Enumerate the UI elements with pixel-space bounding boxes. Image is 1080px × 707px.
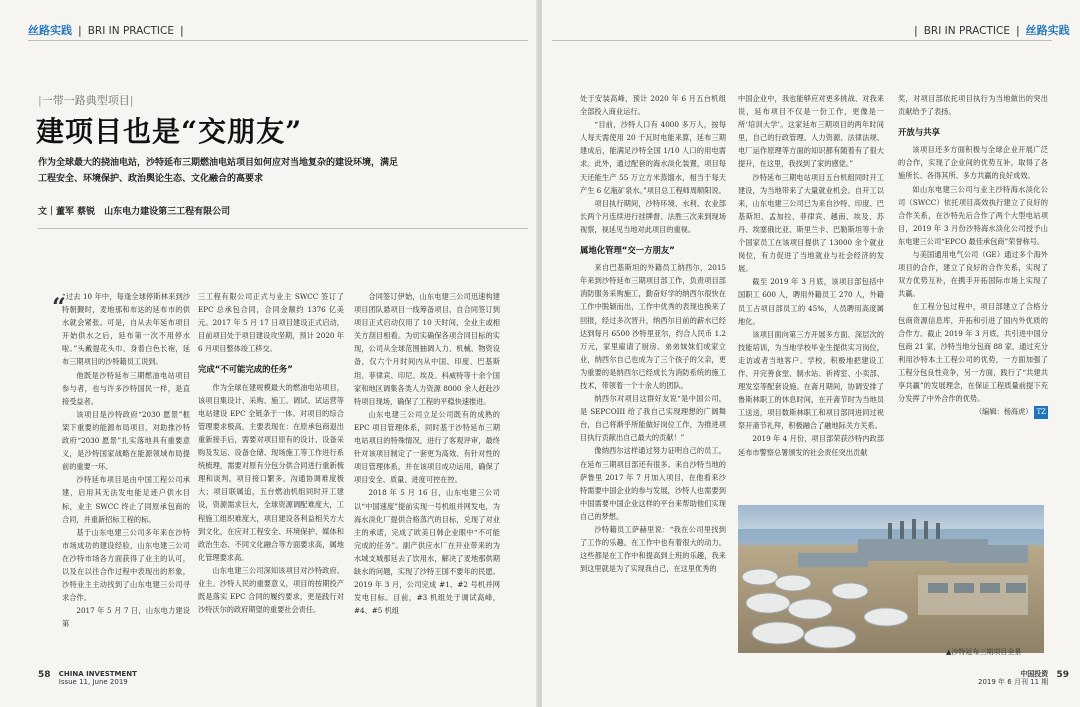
paragraph: 三工程有限公司正式与业主 SWCC 签订了 EPC 总承包合同，合同金额约 1376 亿美元。2017 年 5 月 17 日项目建设正式启动，目前项目处于项目建设攻坚期，预计 2020 年 6 月项目整体竣工移交。 [198,292,344,354]
article-byline: 文｜董军 蔡锐 山东电力建设第三工程有限公司 [38,207,231,217]
subheading: 完成“不可能完成的任务” [198,364,293,375]
byline-rule [38,228,528,229]
column-4 [580,92,726,662]
subheading: 开放与共享 [898,127,940,138]
paragraph: 基于山东电建三公司多年来在沙特市场成功的建设经验，山东电建三公司在沙特市场各方面获得了业主的认可，以及在以往合作过程中表现出的形象，沙特业主主动找到了山东电建三公司寻求合作。 [62,527,190,603]
section-title-en-right: BRI IN PRACTICE [923,25,1010,37]
paragraph: 中国企业中，我也能够应对更多挑战、对我来说，延布项目不仅是一份工作，更像是一所‘培训大学’。这家延布三期项目的两年时间里，自己的行政管理、人力资源、法律法规、电厂运作原理等方面的知识都有随着有了很大提升，在这里，我找到了家的感觉。” [738,94,884,169]
paragraph: 沙特籍员工萨赫里说：“我在公司里找到了工作的乐趣，在工作中也有着很大的动力，这些都是在工作中和提高到上班的乐趣，我来到这里就是为了实现我自己，在这里优秀的 [580,525,726,574]
section-title-right: 丝路实践 [1025,24,1070,37]
paragraph: 作为全球在建规模最大的燃油电站项目，该项目集设计、采购、施工、调试、试运营等电站建设 EPC 全链条于一体。对项目的综合管理要求极高，主要表现在：在原承包商退出重新接手后，需要对项目原有的设计、设备采购及发运、设备仓储、现场施工等工作进行系统梳理，需要对原有分包分供合同进行重新梳理和谈判，项目接口繁多，沟通协调难度极大；项目联属追，五台燃油机组同时开工建设，资源需求巨大，全球资源调配难度大，工程施工组织难度大，项目建设各利益相关方大到文化，在应对工程安全、环境保护、媒体和政治生态、不同文化融合等方面要求高，属地化管理要求高。 [198,382,344,562]
paragraph: 合同签订伊始，山东电建三公司迅速构建项目团队悬项目一线筹备项目，自合同签订到项目正式启动仅用了 10 天时间，全业主或相关方刮目相看。为切实确保各项合同目标的实现，公司从全球范围抽调人力、机械、物资设备，仅六个月时间内从中国、印度、巴基斯坦、菲律宾、印尼、埃及、科威特等十余个国家和地区调集各类人力资源 8000 余人赶赴沙特项目现场，确保了工程的平稳快速推进。 [354,292,500,406]
paragraph: 山东电建三公司立足公司既有的成熟的 EPC 项目管理体系，同时基于沙特延布三期电站项目的特殊情况，进行了客观评审，最终针对该项目制定了一套更为高效、有针对性的项目管理体系，并在该项目成功运用，确保了项目安全、质量、进度可控在控。 [354,409,500,485]
footer-right [978,670,1069,686]
column-6 [898,92,1048,497]
paragraph: 如山东电建三公司与业主沙特海水淡化公司（SWCC）依托项目高效执行建立了良好的合作关系，在沙特先后合作了两个大型电站项目，2019 年 3 月份沙特海水淡化公司授予山东电建三公司“EPCO 最佳承包商”荣誉称号。 [898,184,1048,246]
magazine-name-cn: 中国投资 [1020,670,1049,678]
article-dek: 作为全球最大的挠油电站，沙特延布三期燃油电站项目如何应对当地复杂的建设环境，满足工程安全、环境保护、政治舆论生态、文化融合的高要求 [38,158,399,184]
header-rule-right [552,40,1052,41]
running-header-left: 丝路实践 | BRI IN PRACTICE | [28,24,184,37]
column-1 [62,290,190,662]
paragraph: “过去 10 年中，每逢全球停斯林来到沙特朝觐时，麦地那和布达的延布市的供水就会紧张。可是，自从去年延布项目开始供水之后，延布第一次不用停水啦。”头戴提花头巾、身着白色长袍，延布三期项目的沙特籍员工说到。 [62,292,190,367]
paragraph: 奖，对项目部依托项目执行为当地做出的突出贡献给予了表扬。 [898,94,1048,117]
article-category: |一带一路典型项目| [38,94,134,107]
magazine-name-en: CHINA INVESTMENT [58,670,137,678]
paragraph: 2019 年 4 月份，项目部荣获沙特内政部延布市警察总署颁发的社会责任突出贡献 [738,434,884,457]
page-number-left: 58 [38,670,51,680]
running-header-right: | BRI IN PRACTICE | 丝路实践 [914,24,1070,37]
page-number-right: 59 [1056,670,1070,680]
paragraph: 沙特延布三期电站项目五台机组同时开工建设，为当地带来了大量就业机会。自开工以来，山东电建三公司已为来自沙特、印度、巴基斯坦、孟加拉、菲律宾、越南、埃及、苏丹、埃塞俄比亚、斯里兰卡、巴勒斯坦等十余个国家员工在该项目提供了 13000 余个就业岗位，有力促进了当地就业与社会经济的发展。 [738,172,884,274]
paragraph: 2017 年 5 月 7 日，山东电力建设第 [62,606,190,629]
subheading: 属地化管理“交一方朋友” [580,245,675,256]
power-plant-photo [738,505,1044,653]
article-title: 建项目也是“交朋友” [36,115,303,148]
paragraph: 山东电建三公司深知该项目对沙特政府、业主、沙特人民的重要意义，项目的按期投产既是落实 EPC 合同的履约要求，更是践行对沙特沃尔的政府期望的重要社会责任。 [198,565,344,615]
paragraph: 沙特延布项目是由中国工程公司承建，启用其无法发电能足迹户供水目标，业主 SWCC 终止了同原承包商的合同，并重新招标工程的标。 [62,475,190,524]
column-2 [198,290,344,662]
end-mark-icon: TZ [1034,406,1048,419]
paragraph: 在工程分包过程中，项目部建立了合格分包商资源信息库，开拓和引进了国内外优质的合作方。截止 2019 年 3 月底，共引进中国分包商 21 家，沙特当地分包商 88 家，通过充分利用沙特本土工程公司的优势，一方面加强了工程分包良性竞争，另一方面，践行了“共建共享共赢”的发展理念，在保证工程质量前提下充分发挥了中外合作的优势。 [898,302,1048,404]
caption-arrow-icon: ▲ [946,648,952,656]
issue-info-left: Issue 11, June 2019 [58,678,128,686]
editor-credit: （编辑：杨海虎） [974,407,1033,417]
paragraph: 2018 年 5 月 16 日，山东电建三公司以“中国速度”提前实现一号机组并网发电，为海水淡化厂提供合格蒸汽的目标，兑现了对业主的承诺，完成了欧美日韩企业眼中“不可能完成的任务”。副产供应水厂在开业带来的为水城支城那延去了饮用水，解决了麦地那供期缺水的问题，实现了沙特王国不要年的民愿。2019 年 3 月，公司完成 #1、#2 号机并网发电目标。目前，#3 机组处于调试高峰，#4、#5 机组 [354,488,500,616]
paragraph: 他既是沙特延布三期燃油电站项目参与者，也与许多沙特国民一样，是直接受益者。 [62,370,190,406]
paragraph: 该项目面向第三方开展多方面、深层次的技能培训，为当地学校毕业生提供实习岗位，走访或者当地客户、学校，积极地把建设工作、开完善食堂、制水站、祈祷室、小卖部、理发室等配套设施。在斋月期间，协调安排了鲁斯林职工的休息时间，在开斋节时为当地员工送送，项目数斯林职工和项目部同进同过祝祭开斋节礼拜，积极融合了融地际关方关系。 [738,329,884,431]
paragraph: 该项目还多方面积极与全球企业开展广泛的合作，实现了企业间的优势互补，取得了各施所长、各得其所、多方共赢的良好成效。 [898,145,1048,181]
paragraph: 项目执行期间，沙特环境、水利、农业部长两个月连续进行挂牌督、法胜三次来到现场视察，视延见当地对此项目的重视。 [580,198,726,234]
paragraph: 该项目是沙特政府“2030 愿景”框架下重要的能源布局项目，对助推沙特政府“2030 愿景”扎实落地具有重要意义，是沙特国家战略在能源领域布局提前的重要一环。 [62,409,190,472]
paragraph: 来自巴基斯坦的外籍员工纳西尔，2015 年来到沙特延布三期项目部工作，负责项目部消防服务采购施工，勤奋好学的纳西尔很快在工作中脱颖而出，工作中优秀的表现也换来了回报，经过多次晋升，纳西尔目前的薪水已经达到每月 6500 沙特里亚尔，约合人民币 1.2 万元，家里雇请了厨房、弟弟妹妹们成家立业，纳西尔自己也成为了三个孩子的父亲，更为重要的是纳西尔已经成长为消防系统的施工技术，带领着一个十余人的团队。 [580,263,726,390]
paragraph: 截至 2019 年 3 月底，该项目部包括中国职工 600 人，聘用外籍员工 270 人，外籍员工占项目部员工的 45%，人员聘用高度属地化。 [738,277,884,326]
section-title-left: 丝路实践 [28,24,72,37]
header-rule [28,40,528,41]
quote-mark: “ [52,292,66,321]
paragraph: 纳西尔对项目这群好友说“是中国公司，是 SEPCOIII 给了我自己实现理想的广阔舞台，自己将渐乎所能做好岗位工作，为推进项目执行贡献出自己最大的贡献！” [580,394,726,443]
left-page [0,0,538,707]
paragraph: 像纳西尔这样通过努力证明自己的员工，在延布三期项目部还有很多。来自沙特当地的萨鲁里 2017 年 7 月加入项目，在他看来沙特需要中国企业的参与发展，沙特人也需要到中国需要中国企业这样的平台来帮助他们实现自己的梦想。 [580,446,726,521]
photo-caption: ▲沙特延布三期项目全景 [946,648,1022,656]
footer-left [38,670,137,686]
column-5 [738,92,884,497]
paragraph: 与美国通用电气公司（GE）通过多个海外项目的合作，建立了良好的合作关系，实现了双方优势互补，在携手开拓国际市场上实现了共赢。 [898,250,1048,299]
issue-info-right: 2019 年 6 月刊 11 期 [978,678,1049,686]
paragraph: “目前，沙特人口有 4000 多万人，按每人每天需使用 20 千瓦时电能来算，延布三期建成后，能满足沙特全国 1/10 人口的用电需求。此外，通过配套的海水淡化装置，项目每天还能生产 55 万立方米蒸馏水，相当于每天产生 6 亿瓶矿泉水。”项目总工程师周顺阳说。 [580,120,726,195]
column-3 [354,290,500,662]
paragraph: 处于安装高峰，预计 2020 年 6 月五台机组全部投入商业运行。 [580,94,726,117]
section-title-en-left: BRI IN PRACTICE [87,25,174,37]
